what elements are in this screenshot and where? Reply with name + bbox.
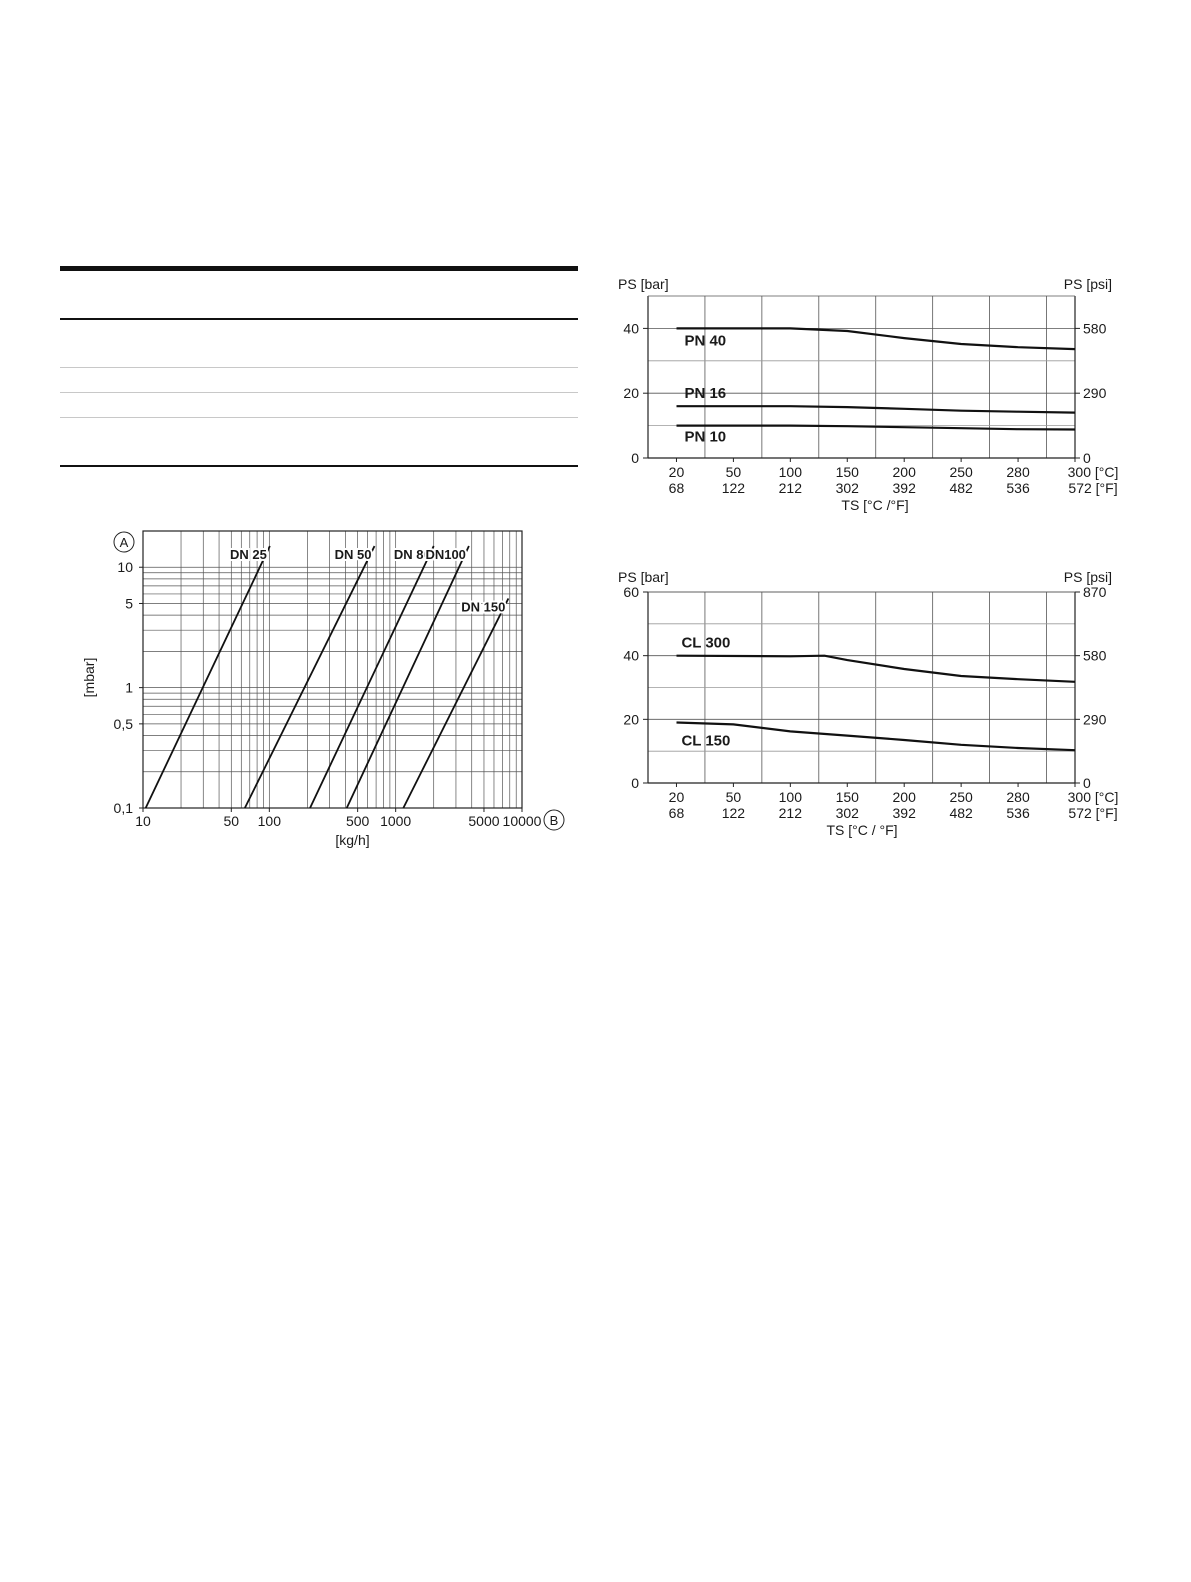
series-label: DN 150	[461, 599, 506, 615]
x-tick-label-fahrenheit: 212	[778, 480, 803, 496]
series-label: PN 40	[684, 332, 727, 350]
x-tick-label: 100	[257, 813, 282, 829]
x-tick-label-celsius: 200	[892, 464, 916, 480]
y-axis-label-right: PS [psi]	[1063, 569, 1112, 585]
x-tick-label-fahrenheit: 536	[1006, 480, 1030, 496]
y-tick-label-left: 20	[623, 711, 639, 728]
y-tick-label-right: 580	[1083, 320, 1107, 337]
x-tick-label-fahrenheit: 482	[949, 805, 973, 821]
series-line	[310, 546, 434, 808]
x-tick-label: 500	[345, 813, 370, 829]
x-tick-label-celsius: 50	[725, 464, 742, 480]
table-row-divider	[60, 392, 578, 393]
y-tick-label: 5	[125, 595, 133, 612]
y-tick-label-left: 20	[623, 385, 639, 402]
x-tick-label-fahrenheit: 68	[668, 480, 685, 496]
x-tick-label-celsius: 150	[835, 789, 859, 805]
y-tick-label-left: 0	[631, 775, 639, 791]
table-top-rule	[60, 266, 578, 271]
y-tick-label: 1	[125, 679, 133, 696]
table-header-rule	[60, 318, 578, 320]
x-tick-label-celsius: 50	[725, 789, 742, 805]
pn-rating-chart	[610, 270, 1130, 520]
y-axis-label-left: PS [bar]	[618, 276, 669, 292]
x-tick-label-celsius: 280	[1006, 464, 1030, 480]
series-label: CL 150	[681, 732, 731, 750]
y-tick-label-left: 40	[623, 320, 639, 337]
x-tick-label-fahrenheit: 392	[892, 805, 916, 821]
series-label: DN 50	[334, 547, 372, 563]
x-tick-label-fahrenheit: 302	[835, 805, 859, 821]
y-axis-label: [mbar]	[81, 657, 97, 698]
y-tick-label-right: 870	[1083, 584, 1107, 600]
x-axis-label: TS [°C / °F]	[826, 822, 898, 838]
series-line	[347, 546, 469, 808]
x-tick-label-fahrenheit: 212	[778, 805, 803, 821]
x-tick-label: 5000	[468, 813, 500, 829]
series-label: PN 10	[684, 428, 727, 446]
y-tick-label: 0,5	[113, 715, 133, 732]
y-tick-label-right: 0	[1083, 775, 1091, 791]
x-tick-label-fahrenheit: 536	[1006, 805, 1030, 821]
y-tick-label-right: 0	[1083, 450, 1091, 466]
x-tick-label-celsius: 250	[949, 464, 973, 480]
x-tick-label: 10	[135, 813, 151, 829]
table-row-divider	[60, 417, 578, 418]
x-tick-label-celsius: 300 [°C]	[1067, 464, 1119, 480]
y-tick-label-right: 580	[1083, 647, 1107, 664]
series-line	[245, 546, 375, 808]
spec-table	[60, 264, 578, 470]
series-label: DN 25	[230, 547, 267, 563]
x-tick-label-celsius: 280	[1006, 789, 1030, 805]
x-tick-label-fahrenheit: 122	[721, 805, 746, 821]
x-tick-label-fahrenheit: 482	[949, 480, 973, 496]
x-tick-label: 10000	[502, 813, 542, 829]
y-tick-label-right: 290	[1083, 385, 1107, 402]
x-tick-label-celsius: 20	[668, 789, 685, 805]
y-tick-label-left: 0	[631, 450, 639, 466]
series-label: DN100	[425, 547, 466, 563]
y-tick-label-left: 40	[623, 647, 639, 664]
series-label: PN 16	[684, 385, 727, 403]
table-bottom-rule	[60, 465, 578, 467]
y-axis-label-right: PS [psi]	[1063, 276, 1112, 292]
x-tick-label-celsius: 100	[778, 464, 803, 480]
cl-rating-chart	[610, 565, 1130, 845]
x-axis-label: [kg/h]	[335, 832, 370, 848]
table-row-divider	[60, 367, 578, 368]
series-label: DN 80	[393, 547, 431, 563]
y-axis-label-left: PS [bar]	[618, 569, 669, 585]
x-tick-label-celsius: 300 [°C]	[1067, 789, 1119, 805]
x-tick-label-celsius: 100	[778, 789, 803, 805]
x-tick-label-celsius: 20	[668, 464, 685, 480]
y-tick-label-right: 290	[1083, 711, 1107, 728]
x-axis-label: TS [°C /°F]	[841, 497, 909, 513]
x-tick-label: 1000	[380, 813, 412, 829]
x-tick-label-fahrenheit: 572 [°F]	[1068, 805, 1118, 821]
x-tick-label-celsius: 200	[892, 789, 916, 805]
series-line	[146, 546, 270, 808]
axis-marker-b-label: B	[549, 813, 559, 828]
x-tick-label-celsius: 250	[949, 789, 973, 805]
x-tick-label-fahrenheit: 392	[892, 480, 916, 496]
y-tick-label: 0,1	[113, 800, 133, 816]
axis-marker-a-label: A	[119, 535, 129, 550]
x-tick-label: 50	[223, 813, 240, 829]
x-tick-label-fahrenheit: 122	[721, 480, 746, 496]
x-tick-label-fahrenheit: 572 [°F]	[1068, 480, 1118, 496]
x-tick-label-fahrenheit: 302	[835, 480, 859, 496]
y-tick-label-left: 60	[623, 584, 639, 600]
pressure-loss-chart	[70, 520, 580, 860]
y-tick-label: 10	[117, 559, 133, 576]
x-tick-label-celsius: 150	[835, 464, 859, 480]
x-tick-label-fahrenheit: 68	[668, 805, 685, 821]
series-label: CL 300	[681, 634, 731, 652]
